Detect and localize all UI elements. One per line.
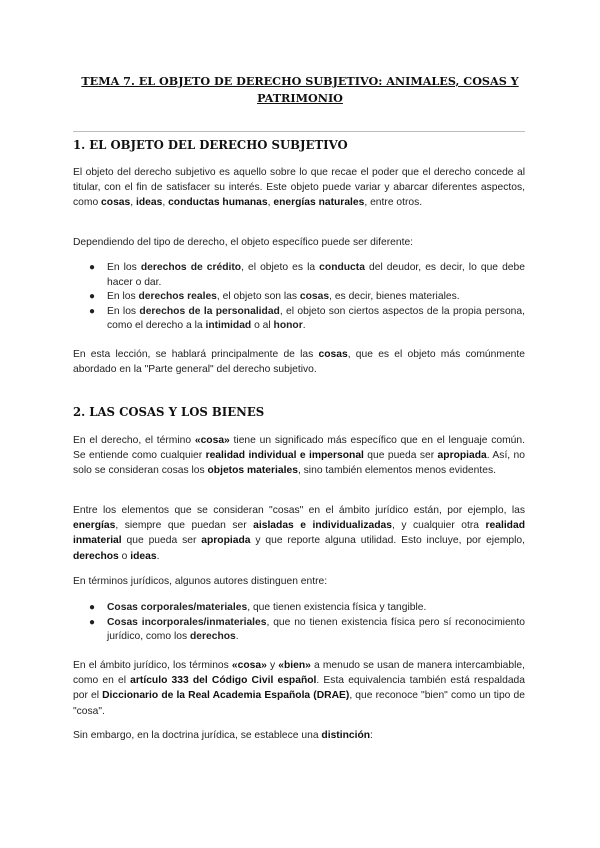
bold-term: derechos	[73, 550, 119, 562]
bold-term: Cosas incorporales/inmateriales	[107, 616, 267, 628]
text-run: ,	[162, 197, 169, 209]
section-divider	[73, 131, 525, 132]
bold-term: «cosa»	[194, 435, 230, 446]
bold-term: cosas	[101, 197, 131, 209]
text-run: , el objeto es la	[241, 262, 320, 273]
text-run: .	[302, 320, 306, 332]
text-run: Sin embargo, en la doctrina jurídica, se establece una	[73, 730, 322, 741]
list-item	[73, 261, 525, 290]
text-run: y que reporte alguna utilidad. Esto incluye, por ejemplo,	[250, 535, 526, 547]
bold-term: artículo 333 del Código Civil español	[130, 675, 317, 687]
bold-term: honor	[273, 320, 303, 332]
bold-term: conducta	[319, 262, 365, 273]
text-run: , sino también elementos menos evidentes.	[297, 465, 496, 477]
text-run: , que tienen existencia física y tangible.	[247, 602, 427, 613]
text-run: , el objeto son ciertos aspectos de la propia persona, como el derecho a la	[107, 305, 525, 332]
text-run: En los	[107, 305, 140, 317]
section-1-bullet-list	[73, 261, 525, 334]
list-item-text	[107, 262, 525, 288]
section-2-paragraph-1	[73, 433, 525, 479]
section-1-heading: 1. EL OBJETO DEL DERECHO SUBJETIVO	[73, 138, 348, 152]
list-item	[73, 290, 525, 305]
section-1-paragraph-3	[73, 347, 525, 377]
text-run: En el ámbito jurídico, los términos	[73, 660, 232, 671]
bold-term: derechos de crédito	[140, 262, 242, 273]
section-2-bullet-list	[73, 601, 525, 645]
bullet-icon: ●	[89, 305, 96, 317]
text-run: .	[156, 550, 160, 562]
text-run: En los	[107, 291, 139, 303]
bold-term: energías	[73, 520, 116, 532]
bold-term: aisladas e individualizadas	[253, 520, 393, 532]
text-run: que pueda ser	[121, 535, 202, 547]
text-run: Dependiendo del tipo de derecho, el objeto específico puede ser diferente:	[73, 237, 414, 248]
list-item-text	[107, 602, 426, 613]
list-item	[73, 616, 525, 645]
section-2-paragraph-4	[73, 658, 525, 719]
text-run: o	[118, 550, 131, 562]
bold-term: cosas	[299, 291, 330, 303]
text-run: que pueda ser	[363, 450, 438, 462]
bold-term: realidad inmaterial	[73, 520, 525, 547]
list-item-text	[107, 617, 525, 643]
text-run: a menudo se usan de manera intercambiable, como en el	[73, 660, 525, 687]
bullet-icon: ●	[89, 602, 96, 613]
bullet-icon: ●	[89, 291, 96, 303]
bold-term: derechos reales	[138, 291, 217, 303]
bold-term: realidad individual e impersonal	[205, 450, 364, 462]
bullet-icon: ●	[89, 262, 96, 273]
list-item	[73, 601, 525, 616]
text-run: ,	[267, 197, 274, 209]
document-title: TEMA 7. EL OBJETO DE DERECHO SUBJETIVO: ANIMALES, COSAS Y PATRIMONIO	[81, 74, 519, 105]
text-run: , es decir, bienes materiales.	[329, 291, 460, 303]
text-run: , entre otros.	[364, 197, 423, 209]
text-run: En el derecho, el término	[73, 435, 195, 446]
text-run: El objeto del derecho subjetivo es aquello sobre lo que recae el poder que el derecho concede al titular, con el fin de satisfacer su interés. Este objeto puede variar y abarcar diferentes aspectos, como	[73, 167, 525, 209]
bold-term: apropiada	[201, 535, 251, 547]
list-item-text	[107, 291, 460, 302]
section-1-paragraph-2	[73, 235, 525, 250]
text-run: En términos jurídicos, algunos autores distinguen entre:	[73, 576, 328, 587]
bold-term: derechos	[189, 631, 236, 643]
text-run: , siempre que puedan ser	[115, 520, 254, 532]
text-run: En los	[107, 262, 141, 273]
text-run: tiene un significado más específico que en el lenguaje común. Se entiende como cualquier	[73, 435, 525, 462]
section-2-paragraph-3	[73, 574, 525, 589]
bold-term: cosas	[318, 349, 348, 360]
section-2-paragraph-5	[73, 728, 525, 743]
text-run: En esta lección, se hablará principalmente de las	[73, 349, 319, 360]
text-run: , que es el objeto más comúnmente abordado en la "Parte general" del derecho subjetivo.	[73, 349, 525, 376]
text-run: . Así, no solo se consideran cosas los	[73, 450, 525, 477]
text-run: ,	[130, 197, 136, 209]
text-run: , que no tienen existencia física pero sí reconocimiento jurídico, como los	[107, 616, 525, 643]
bold-term: Cosas corporales/materiales	[107, 602, 248, 613]
text-run: , y cualquier otra	[392, 520, 486, 532]
bullet-icon: ●	[89, 616, 96, 628]
text-run: , el objeto son las	[216, 291, 300, 303]
text-run: y	[266, 660, 279, 671]
section-2-paragraph-2	[73, 503, 525, 564]
bold-term: ideas	[130, 550, 157, 562]
bold-term: objetos materiales	[207, 465, 298, 477]
bold-term: apropiada	[437, 450, 487, 462]
bold-term: intimidad	[205, 320, 252, 332]
bold-term: «cosa»	[231, 660, 267, 671]
text-run: :	[370, 730, 373, 741]
section-2-heading: 2. LAS COSAS Y LOS BIENES	[73, 405, 265, 419]
bold-term: ideas	[135, 197, 163, 209]
bold-term: energías naturales	[273, 197, 365, 209]
bold-term: conductas humanas	[168, 197, 268, 209]
bold-term: Diccionario de la Real Academia Española (DRAE)	[102, 690, 350, 702]
text-run: , que reconoce "bien" como un tipo de "cosa".	[73, 690, 525, 717]
section-1-paragraph-1	[73, 165, 525, 211]
text-run: .	[235, 631, 239, 643]
bold-term: derechos de la personalidad	[139, 305, 280, 317]
list-item-text	[107, 306, 525, 332]
bold-term: distinción	[321, 730, 371, 741]
list-item	[73, 305, 525, 334]
text-run: del deudor, es decir, lo que debe hacer o dar.	[107, 262, 525, 288]
bold-term: «bien»	[278, 660, 311, 671]
text-run: Entre los elementos que se consideran "cosas" en el ámbito jurídico están, por ejemplo, las	[73, 505, 525, 516]
text-run: o al	[251, 320, 274, 332]
text-run: . Esta equivalencia también está respaldada por el	[73, 675, 526, 702]
